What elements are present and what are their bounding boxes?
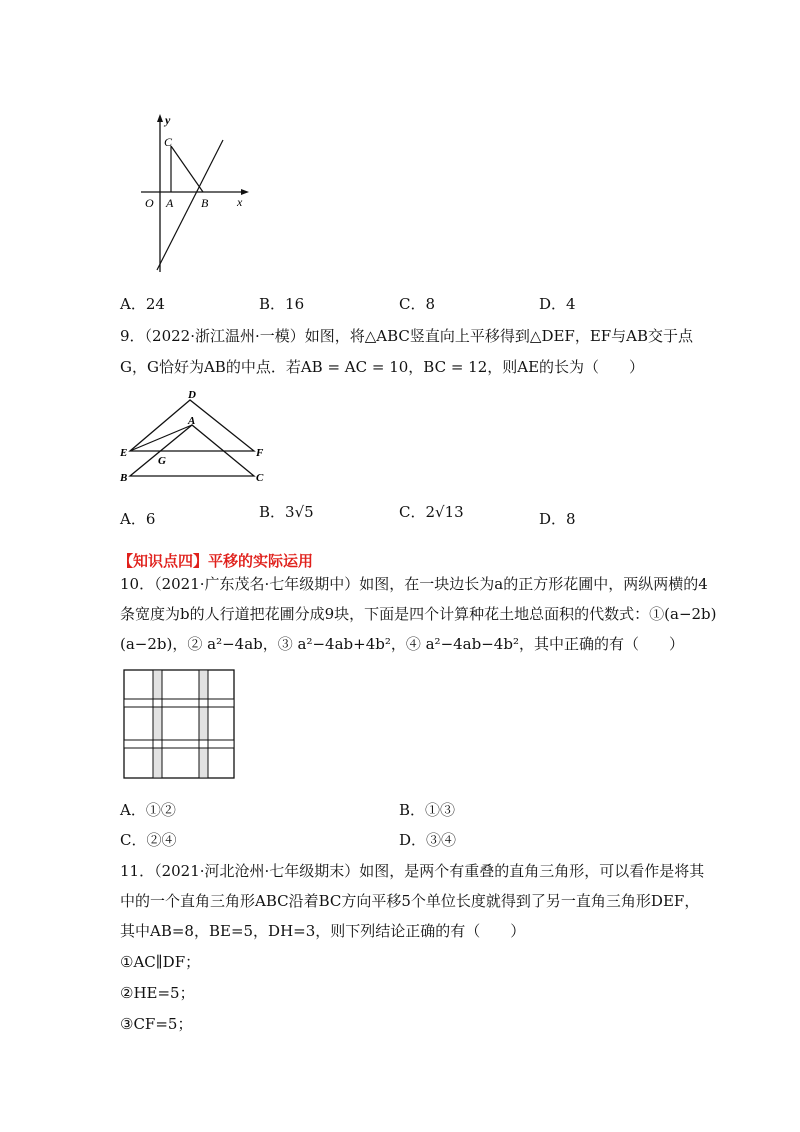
q9-option-b: B．3√5 — [259, 503, 314, 521]
q9-figure — [118, 388, 268, 486]
q10-option-c: C．②④ — [120, 831, 177, 849]
q11-item-2: ②HE=5； — [120, 984, 195, 1002]
q9-text-line2: G，G恰好为AB的中点．若AB = AC = 10，BC = 12，则AE的长为（ ） — [120, 358, 645, 376]
q9-label-f: F — [256, 447, 264, 459]
q11-text-line3: 其中AB=8，BE=5，DH=3，则下列结论正确的有（ ） — [120, 922, 526, 940]
q8-label-o: O — [145, 196, 154, 210]
section-heading: 【知识点四】平移的实际运用 — [118, 552, 314, 570]
q8-option-d: D．4 — [539, 295, 576, 313]
q8-option-b: B．16 — [259, 295, 305, 313]
q10-option-b: B．①③ — [399, 801, 456, 819]
q8-label-b: B — [201, 196, 209, 210]
q9-option-c: C．2√13 — [399, 503, 464, 521]
q11-text-line2: 中的一个直角三角形ABC沿着BC方向平移5个单位长度就得到了另一直角三角形DEF， — [120, 892, 700, 910]
q8-label-x: x — [237, 195, 243, 209]
q11-item-1: ①AC∥DF； — [120, 953, 201, 971]
q10-text-line1: 10．（2021·广东茂名·七年级期中）如图，在一块边长为a的正方形花圃中，两纵两横的4 — [120, 575, 708, 593]
q9-option-d: D．8 — [539, 510, 576, 528]
q9-label-d: D — [188, 389, 196, 401]
q8-option-a: A．24 — [120, 295, 165, 313]
q9-label-c: C — [256, 472, 264, 484]
q9-label-g: G — [158, 455, 166, 467]
q9-label-a: A — [188, 415, 196, 427]
q9-label-b: B — [120, 472, 128, 484]
q11-text-line1: 11．（2021·河北沧州·七年级期末）如图，是两个有重叠的直角三角形，可以看作是将其 — [120, 862, 705, 880]
q10-text-line2: 条宽度为b的人行道把花圃分成9块，下面是四个计算种花土地总面积的代数式：①(a−2b) — [120, 605, 717, 623]
q8-option-c: C．8 — [399, 295, 436, 313]
q9-option-a: A．6 — [120, 510, 156, 528]
q9-text-line1: 9．（2022·浙江温州·一模）如图，将△ABC竖直向上平移得到△DEF，EF与AB交于点 — [120, 327, 694, 345]
q8-figure — [135, 112, 255, 277]
q10-option-a: A．①② — [120, 801, 176, 819]
q9-label-e: E — [120, 447, 128, 459]
q11-item-3: ③CF=5； — [120, 1015, 193, 1033]
q8-label-y: y — [165, 113, 171, 127]
q10-text-line3: (a−2b)，② a²−4ab，③ a²−4ab+4b²，④ a²−4ab−4b²，其中正确的有（ ） — [120, 635, 684, 653]
q8-label-c: C — [164, 135, 173, 149]
q8-label-a: A — [166, 196, 174, 210]
q10-figure — [122, 668, 236, 780]
q10-option-d: D．③④ — [399, 831, 457, 849]
